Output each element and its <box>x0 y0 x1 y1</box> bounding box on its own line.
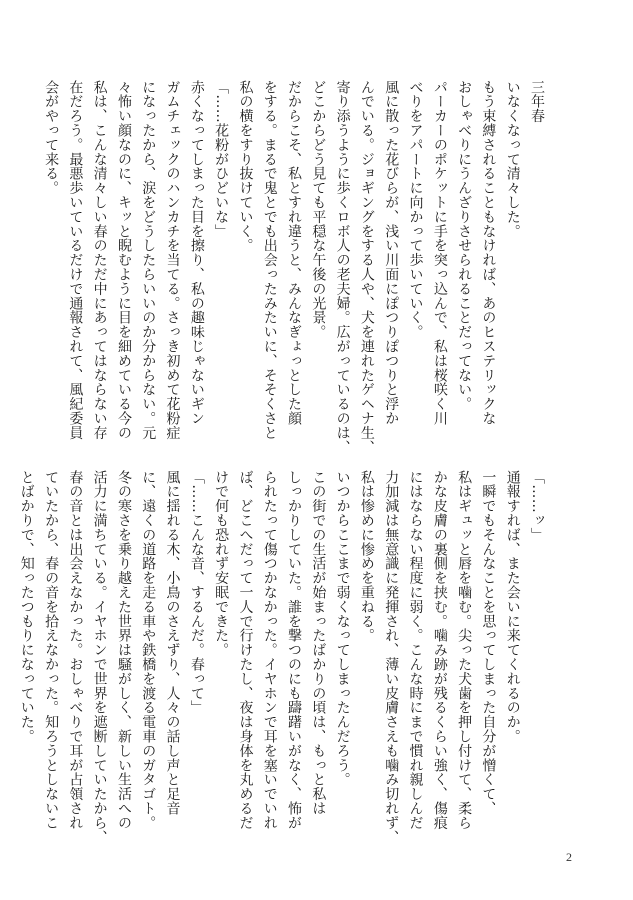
text-line: ば、どこへだって一人で行けたし、夜は身体を丸めるだ <box>237 470 254 830</box>
text-line: とばかりで、知ったつもりになっていた。 <box>18 470 35 744</box>
text-line: 風に散った花びらが、浅い川面にぽつりぽつりと浮か <box>383 80 400 426</box>
text-line: ガムチェックのハンカチを当てる。さっき初めて花粉症 <box>164 80 181 440</box>
text-line: んでいる。ジョギングをする人や、犬を連れたゲヘナ生、 <box>358 80 375 455</box>
text-line: だからこそ、私とすれ違うと、みんなぎょっとした顔 <box>286 80 303 426</box>
text-line: 私の横をすり抜けていく。 <box>237 80 254 253</box>
text-line: 私は惨めに惨めを重ねる。 <box>358 470 375 643</box>
text-line: 々怖い顔なのに、キッと睨むように目を細めている今の <box>115 80 132 440</box>
text-line: 力加減は無意識に発揮され、薄い皮膚さえも噛み切れず、 <box>383 470 400 845</box>
text-line: しっかりしていた。誰を撃つのにも躊躇いがなく、怖が <box>286 470 303 830</box>
text-line: パーカーのポケットに手を突っ込んで、私は桜咲く川 <box>431 80 448 426</box>
text-line: 冬の寒さを乗り越えた世界は騒がしく、新しい生活への <box>115 470 132 830</box>
text-line: いなくなって清々した。 <box>504 80 521 239</box>
text-line: にはならない程度に弱く。こんな時にまで慣れ親しんだ <box>407 470 424 830</box>
text-line: 風に揺れる木、小鳥のさえずり、人々の話し声と足音 <box>164 470 181 816</box>
text-line: 赤くなってしまった目を擦り、私の趣味じゃないギン <box>188 80 205 426</box>
text-line: べりをアパートに向かって歩いていく。 <box>407 80 424 340</box>
text-line: もう束縛されることもなければ、あのヒステリックな <box>480 80 497 426</box>
top-text-block <box>39 80 549 455</box>
text-line: 通報すれば、また会いに来てくれるのか。 <box>504 470 521 744</box>
text-line: に、遠くの道路を走る車や鉄橋を渡る電車のガタゴト。 <box>140 470 157 830</box>
text-line: この街での生活が始まったばかりの頃は、もっと私は <box>310 470 327 816</box>
text-line: かな皮膚の裏側を挟む。噛み跡が残るくらい強く、傷痕 <box>431 470 448 830</box>
bottom-text-block <box>14 470 549 845</box>
text-line: 寄り添うように歩くロボ人の老夫婦。広がっているのは、 <box>334 80 351 455</box>
text-line: になったから、涙をどうしたらいいのか分からない。元 <box>140 80 157 440</box>
text-line: 「……花粉がひどいな」 <box>213 80 230 239</box>
text-line: 活力に満ちている。イヤホンで世界を遮断していたから、 <box>91 470 108 845</box>
text-line: ていたから、春の音を拾えなかった。知ろうとしないこ <box>43 470 60 830</box>
text-line: 私はギュッと唇を噛む。尖った犬歯を押し付けて、柔ら <box>456 470 473 830</box>
text-line: られたって傷つかなかった。イヤホンで耳を塞いでいれ <box>261 470 278 830</box>
text-line: 一瞬でもそんなことを思ってしまった自分が憎くて、 <box>480 470 497 816</box>
text-line: 「……ッ」 <box>529 470 545 542</box>
text-line: をする。まるで鬼とでも出会ったみたいに、そそくさと <box>261 80 278 440</box>
text-line: 在だろう。最悪歩いているだけで通報されて、風紀委員 <box>67 80 84 440</box>
text-line: いつからここまで弱くなってしまったんだろう。 <box>334 470 351 787</box>
text-line: 会がやって来る。 <box>43 80 60 196</box>
text-line: どこからどう見ても平穏な午後の光景。 <box>310 80 327 340</box>
text-line: おしゃべりにうんざりさせられることだってない。 <box>456 80 473 412</box>
text-line: 「……こんな音、するんだ。春って」 <box>188 470 205 715</box>
page-number: 2 <box>566 850 572 864</box>
chapter-title: 三年春 <box>529 80 545 124</box>
text-line: 私は、こんな清々しい春のただ中にあってはならない存 <box>91 80 108 440</box>
text-line: 春の音とは出会えなかった。おしゃべりで耳が占領され <box>67 470 84 830</box>
text-line: けで何も恐れず安眠できた。 <box>213 470 230 658</box>
